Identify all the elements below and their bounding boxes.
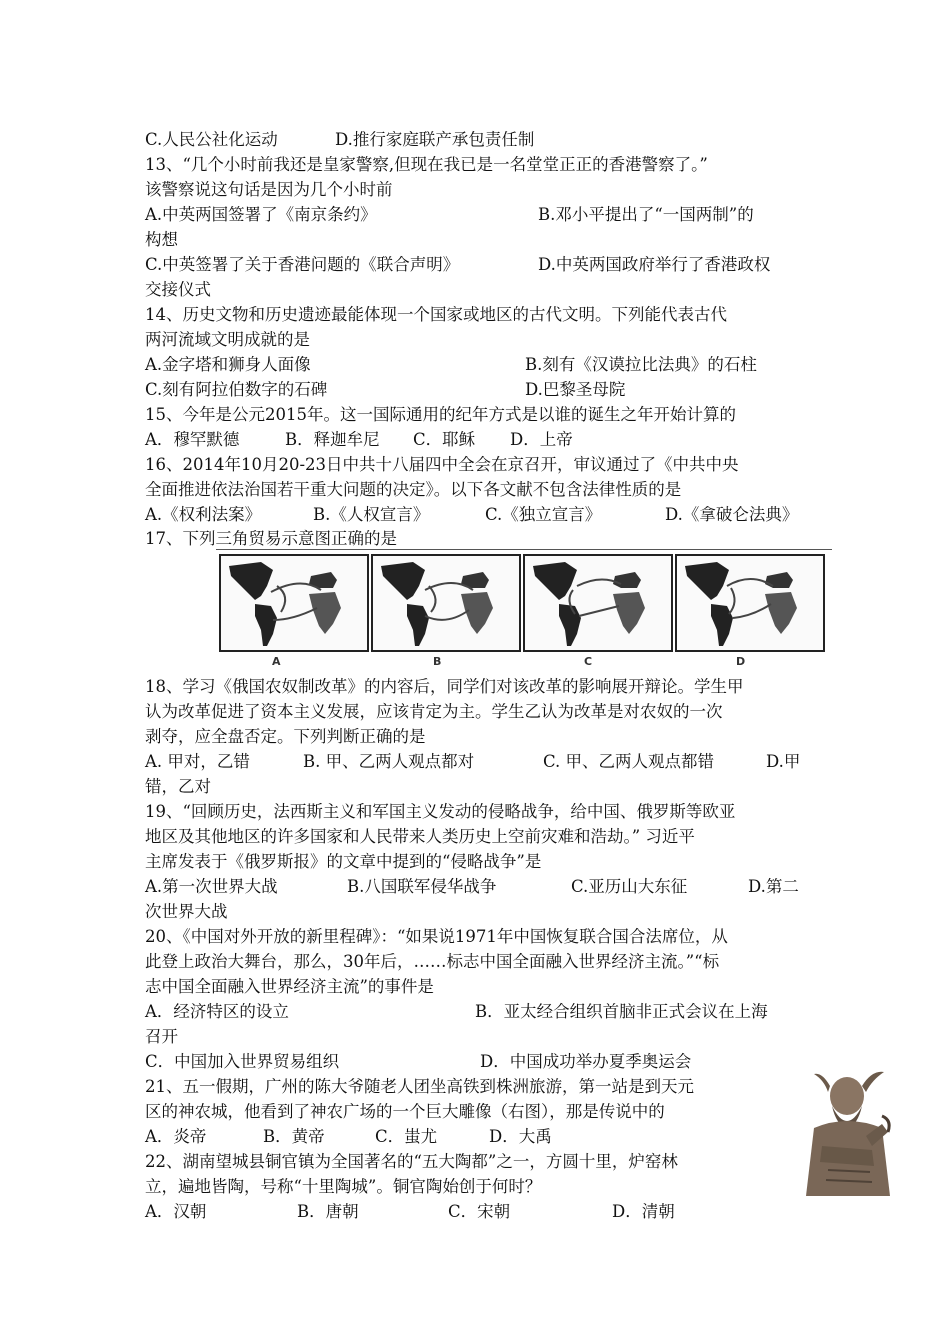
q16-option-d: D.《拿破仑法典》 — [665, 505, 799, 524]
q18-stem-line1: 18、学习《俄国农奴制改革》的内容后，同学们对该改革的影响展开辩论。学生甲 — [145, 677, 744, 696]
world-map-d-icon — [677, 556, 823, 650]
q22-stem-line1: 22、湖南望城县铜官镇为全国著名的“五大陶都”之一，方圆十里，炉窑林 — [145, 1152, 678, 1171]
q13-option-c: C.中英签署了关于香港问题的《联合声明》 — [145, 255, 460, 274]
q18-stem-line3: 剥夺，应全盘否定。下列判断正确的是 — [145, 727, 426, 746]
q21-option-d: D．大禹 — [489, 1127, 552, 1146]
q20-option-d: D．中国成功举办夏季奥运会 — [480, 1052, 692, 1071]
q14-option-a: A.金字塔和狮身人面像 — [145, 355, 311, 374]
q13-option-d: D.中英两国政府举行了香港政权 — [538, 255, 771, 274]
q22-option-d: D．清朝 — [612, 1202, 675, 1221]
world-map-a-icon — [221, 556, 367, 650]
q14-option-b: B.刻有《汉谟拉比法典》的石柱 — [525, 355, 757, 374]
q15-option-c: C．耶稣 — [413, 430, 476, 449]
trade-map-a — [219, 554, 369, 652]
q20-stem-line2: 此登上政治大舞台，那么，30年后，……标志中国全面融入世界经济主流。”“标 — [145, 952, 720, 971]
map-label-b: B — [433, 655, 442, 668]
q19-stem-line2: 地区及其他地区的许多国家和人民带来人类历史上空前灾难和浩劫。” 习近平 — [145, 827, 695, 846]
trade-map-c — [523, 554, 673, 652]
q19-option-d-cont: 次世界大战 — [145, 902, 228, 921]
q15-option-d: D．上帝 — [510, 430, 573, 449]
q19-option-a: A.第一次世界大战 — [145, 877, 278, 896]
q19-option-c: C.亚历山大东征 — [571, 877, 688, 896]
q13-stem-line1: 13、“几个小时前我还是皇家警察,但现在我已是一名堂堂正正的香港警察了。” — [145, 155, 708, 174]
q22-stem-line2: 立，遍地皆陶，号称“十里陶城”。铜官陶始创于何时？ — [145, 1177, 542, 1196]
world-map-c-icon — [525, 556, 671, 650]
triangular-trade-maps — [216, 549, 832, 654]
q20-stem-line3: 志中国全面融入世界经济主流”的事件是 — [145, 977, 434, 996]
world-map-b-icon — [373, 556, 519, 650]
q21-stem-line1: 21、五一假期，广州的陈大爷随老人团坐高铁到株洲旅游，第一站是到天元 — [145, 1077, 694, 1096]
q21-option-c: C．蚩尤 — [375, 1127, 438, 1146]
q16-option-a: A.《权利法案》 — [145, 505, 262, 524]
q21-stem-line2: 区的神农城，他看到了神农广场的一个巨大雕像（右图），那是传说中的 — [145, 1102, 665, 1121]
map-label-c: C — [584, 655, 593, 668]
q14-option-c: C.刻有阿拉伯数字的石碑 — [145, 380, 328, 399]
q13-option-a: A.中英两国签署了《南京条约》 — [145, 205, 377, 224]
q20-option-c: C．中国加入世界贸易组织 — [145, 1052, 340, 1071]
q19-stem-line3: 主席发表于《俄罗斯报》的文章中提到的“侵略战争”是 — [145, 852, 542, 871]
trade-map-d — [675, 554, 825, 652]
q22-option-c: C．宋朝 — [448, 1202, 511, 1221]
q18-option-d-cont: 错，乙对 — [145, 777, 211, 796]
q19-option-b: B.八国联军侵华战争 — [347, 877, 497, 896]
q15-stem: 15、今年是公元2015年。这一国际通用的纪年方式是以谁的诞生之年开始计算的 — [145, 405, 736, 424]
q13-option-b-cont: 构想 — [145, 230, 178, 249]
q15-option-b: B．释迦牟尼 — [285, 430, 380, 449]
q16-stem-line2: 全面推进依法治国若干重大问题的决定》。以下各文献不包含法律性质的是 — [145, 480, 682, 499]
q21-option-b: B．黄帝 — [263, 1127, 325, 1146]
map-label-a: A — [272, 655, 281, 668]
trade-map-b — [371, 554, 521, 652]
q17-stem: 17、下列三角贸易示意图正确的是 — [145, 529, 397, 548]
q16-option-b: B.《人权宣言》 — [313, 505, 430, 524]
q13-option-b: B.邓小平提出了“一国两制”的 — [538, 205, 754, 224]
q18-option-d: D.甲 — [766, 752, 801, 771]
q18-option-a: A. 甲对，乙错 — [145, 752, 250, 771]
q14-stem-line1: 14、历史文物和历史遗迹最能体现一个国家或地区的古代文明。下列能代表古代 — [145, 305, 727, 324]
q18-stem-line2: 认为改革促进了资本主义发展，应该肯定为主。学生乙认为改革是对农奴的一次 — [145, 702, 723, 721]
q20-option-b: B．亚太经合组织首脑非正式会议在上海 — [475, 1002, 768, 1021]
q19-option-d: D.第二 — [748, 877, 799, 896]
map-label-d: D — [736, 655, 746, 668]
q12-option-d: D.推行家庭联产承包责任制 — [335, 130, 535, 149]
q13-option-d-cont: 交接仪式 — [145, 280, 211, 299]
q15-option-a: A．穆罕默德 — [145, 430, 240, 449]
q12-option-c: C.人民公社化运动 — [145, 130, 278, 149]
q18-option-b: B. 甲、乙两人观点都对 — [303, 752, 475, 771]
q22-option-a: A．汉朝 — [145, 1202, 207, 1221]
q22-option-b: B．唐朝 — [297, 1202, 359, 1221]
shennong-statue-image — [792, 1066, 904, 1196]
q20-stem-line1: 20、《中国对外开放的新里程碑》：“如果说1971年中国恢复联合国合法席位，从 — [145, 927, 728, 946]
statue-icon — [792, 1066, 904, 1196]
q14-option-d: D.巴黎圣母院 — [525, 380, 626, 399]
q13-stem-line2: 该警察说这句话是因为几个小时前 — [145, 180, 393, 199]
q18-option-c: C. 甲、乙两人观点都错 — [543, 752, 715, 771]
q19-stem-line1: 19、“回顾历史，法西斯主义和军国主义发动的侵略战争，给中国、俄罗斯等欧亚 — [145, 802, 736, 821]
q20-option-b-cont: 召开 — [145, 1027, 178, 1046]
q16-stem-line1: 16、2014年10月20-23日中共十八届四中全会在京召开，审议通过了《中共中央 — [145, 455, 739, 474]
q14-stem-line2: 两河流域文明成就的是 — [145, 330, 310, 349]
q20-option-a: A．经济特区的设立 — [145, 1002, 289, 1021]
q16-option-c: C.《独立宣言》 — [485, 505, 602, 524]
q21-option-a: A．炎帝 — [145, 1127, 207, 1146]
